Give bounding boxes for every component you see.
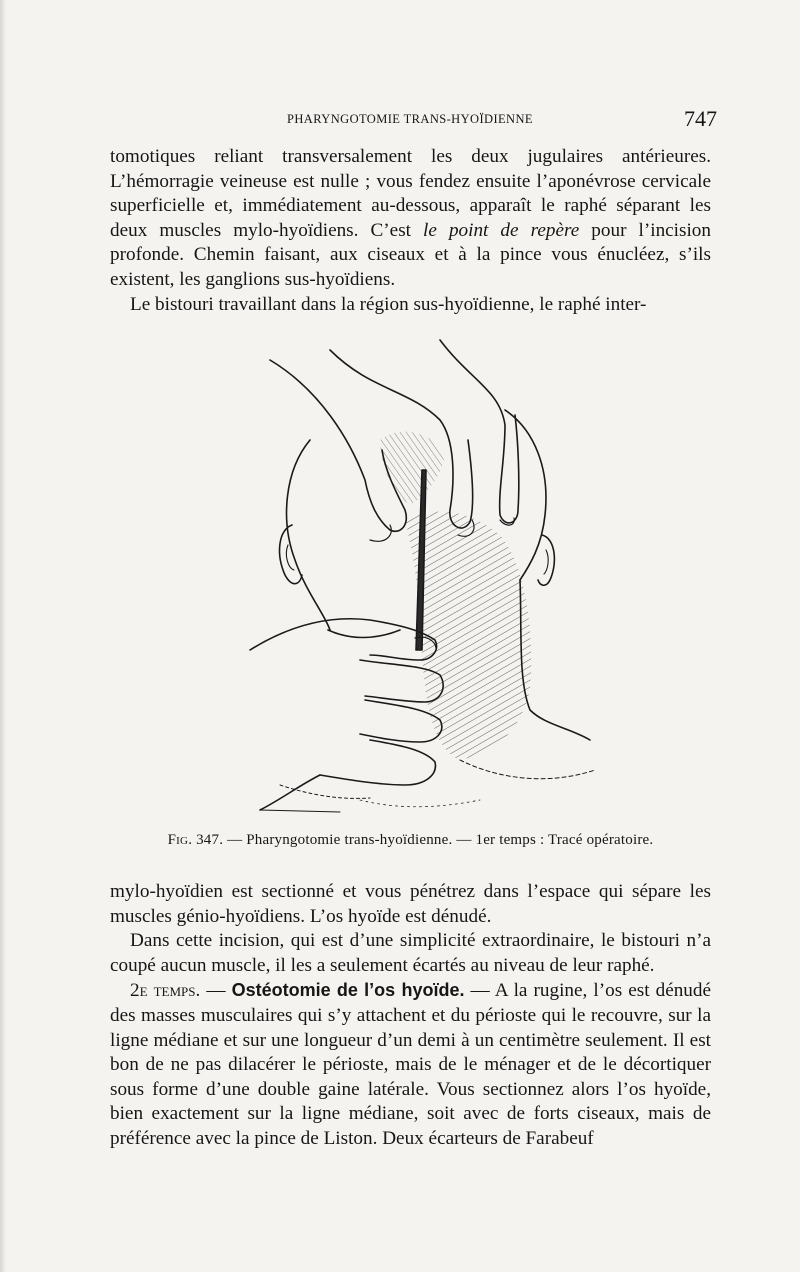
section-label: 2e temps. xyxy=(130,980,201,1002)
section-heading: Ostéotomie de l’os hyoïde. xyxy=(231,980,465,1001)
text-run: pour l’incision profonde. Chemin faisant, aux ciseaux et à la pince vous énucléez, s’ils existent, les ganglions sus-hyoïdiens. xyxy=(110,219,711,290)
paragraph: mylo-hyoïdien est sectionné et vous pénétrez dans l’espace qui sépare les muscles génio-hyoïdiens. L’os hyoïde est dénudé. xyxy=(110,881,711,927)
caption-text: — Pharyngotomie trans-hyoïdienne. — 1er temps : Tracé opératoire. xyxy=(223,832,654,848)
figure-drawing xyxy=(200,330,620,830)
running-title: PHARYNGOTOMIE TRANS-HYOÏDIENNE xyxy=(287,112,533,126)
surgical-illustration xyxy=(200,330,620,830)
page-edge-shadow xyxy=(0,0,6,1272)
italic-phrase: le point de repère xyxy=(423,219,580,241)
caption-figure-number: Fig. 347. xyxy=(167,832,224,848)
lower-hand xyxy=(250,619,437,660)
text-run: — A la rugine, l’os est dénudé des masses musculaires qui s’y attachent et du périoste qui le recouvre, sur la ligne médiane et sur une longueur d’un demi à un centimètre seulement. Il est bon de ne pas dilacérer le périoste, mais de le ménager et de le décortiquer sous forme d’une double gaine latérale. Vous sectionnez alors l’os hyoïde, bien exactement sur la ligne médiane, soit avec de forts ciseaux, mais de préférence avec la pince de Liston. Deux écarteurs de Farabeuf xyxy=(110,980,712,1149)
right-ear xyxy=(538,535,554,585)
paragraph: 2e temps. — Ostéotomie de l’os hyoïde. — A la rugine, l’os est dénudé des masses musculaires qui s’y attachent et du périoste qui le recouvre, sur la ligne médiane et sur une longueur d’un demi à un centimètre seulement. Il est bon de ne pas dilacérer le périoste, mais de le ménager et de le décortiquer sous forme d’une double gaine latérale. Vous sectionnez alors l’os hyoïde, bien exactement sur la ligne médiane, soit avec de forts ciseaux, mais de préférence avec la pince de Liston. Deux écarteurs de Farabeuf xyxy=(110,980,712,1149)
top-text-block xyxy=(110,145,711,317)
paragraph: Dans cette incision, qui est d’une simplicité extraordinaire, le bistouri n’a coupé aucun muscle, il les a seulement écartés au niveau de leur raphé. xyxy=(110,930,711,976)
bottom-text-block xyxy=(110,880,711,1152)
page-number: 747 xyxy=(684,106,717,131)
paragraph: Le bistouri travaillant dans la région sus-hyoïdienne, le raphé inter- xyxy=(130,293,647,315)
left-ear xyxy=(280,525,302,584)
paragraph xyxy=(110,145,711,293)
head-outline xyxy=(287,440,330,630)
figure-caption xyxy=(110,832,711,849)
shoulder-sketch xyxy=(460,760,595,779)
text-run: tomotiques reliant transversalement les deux jugulaires antérieures. L’hémorragie veineuse est nulle ; vous fendez ensuite l’aponévrose cervicale superficielle et, immédiatement au-dessous, apparaît le raphé séparant les deux muscles mylo-hyoïdiens. C’est xyxy=(110,146,711,241)
